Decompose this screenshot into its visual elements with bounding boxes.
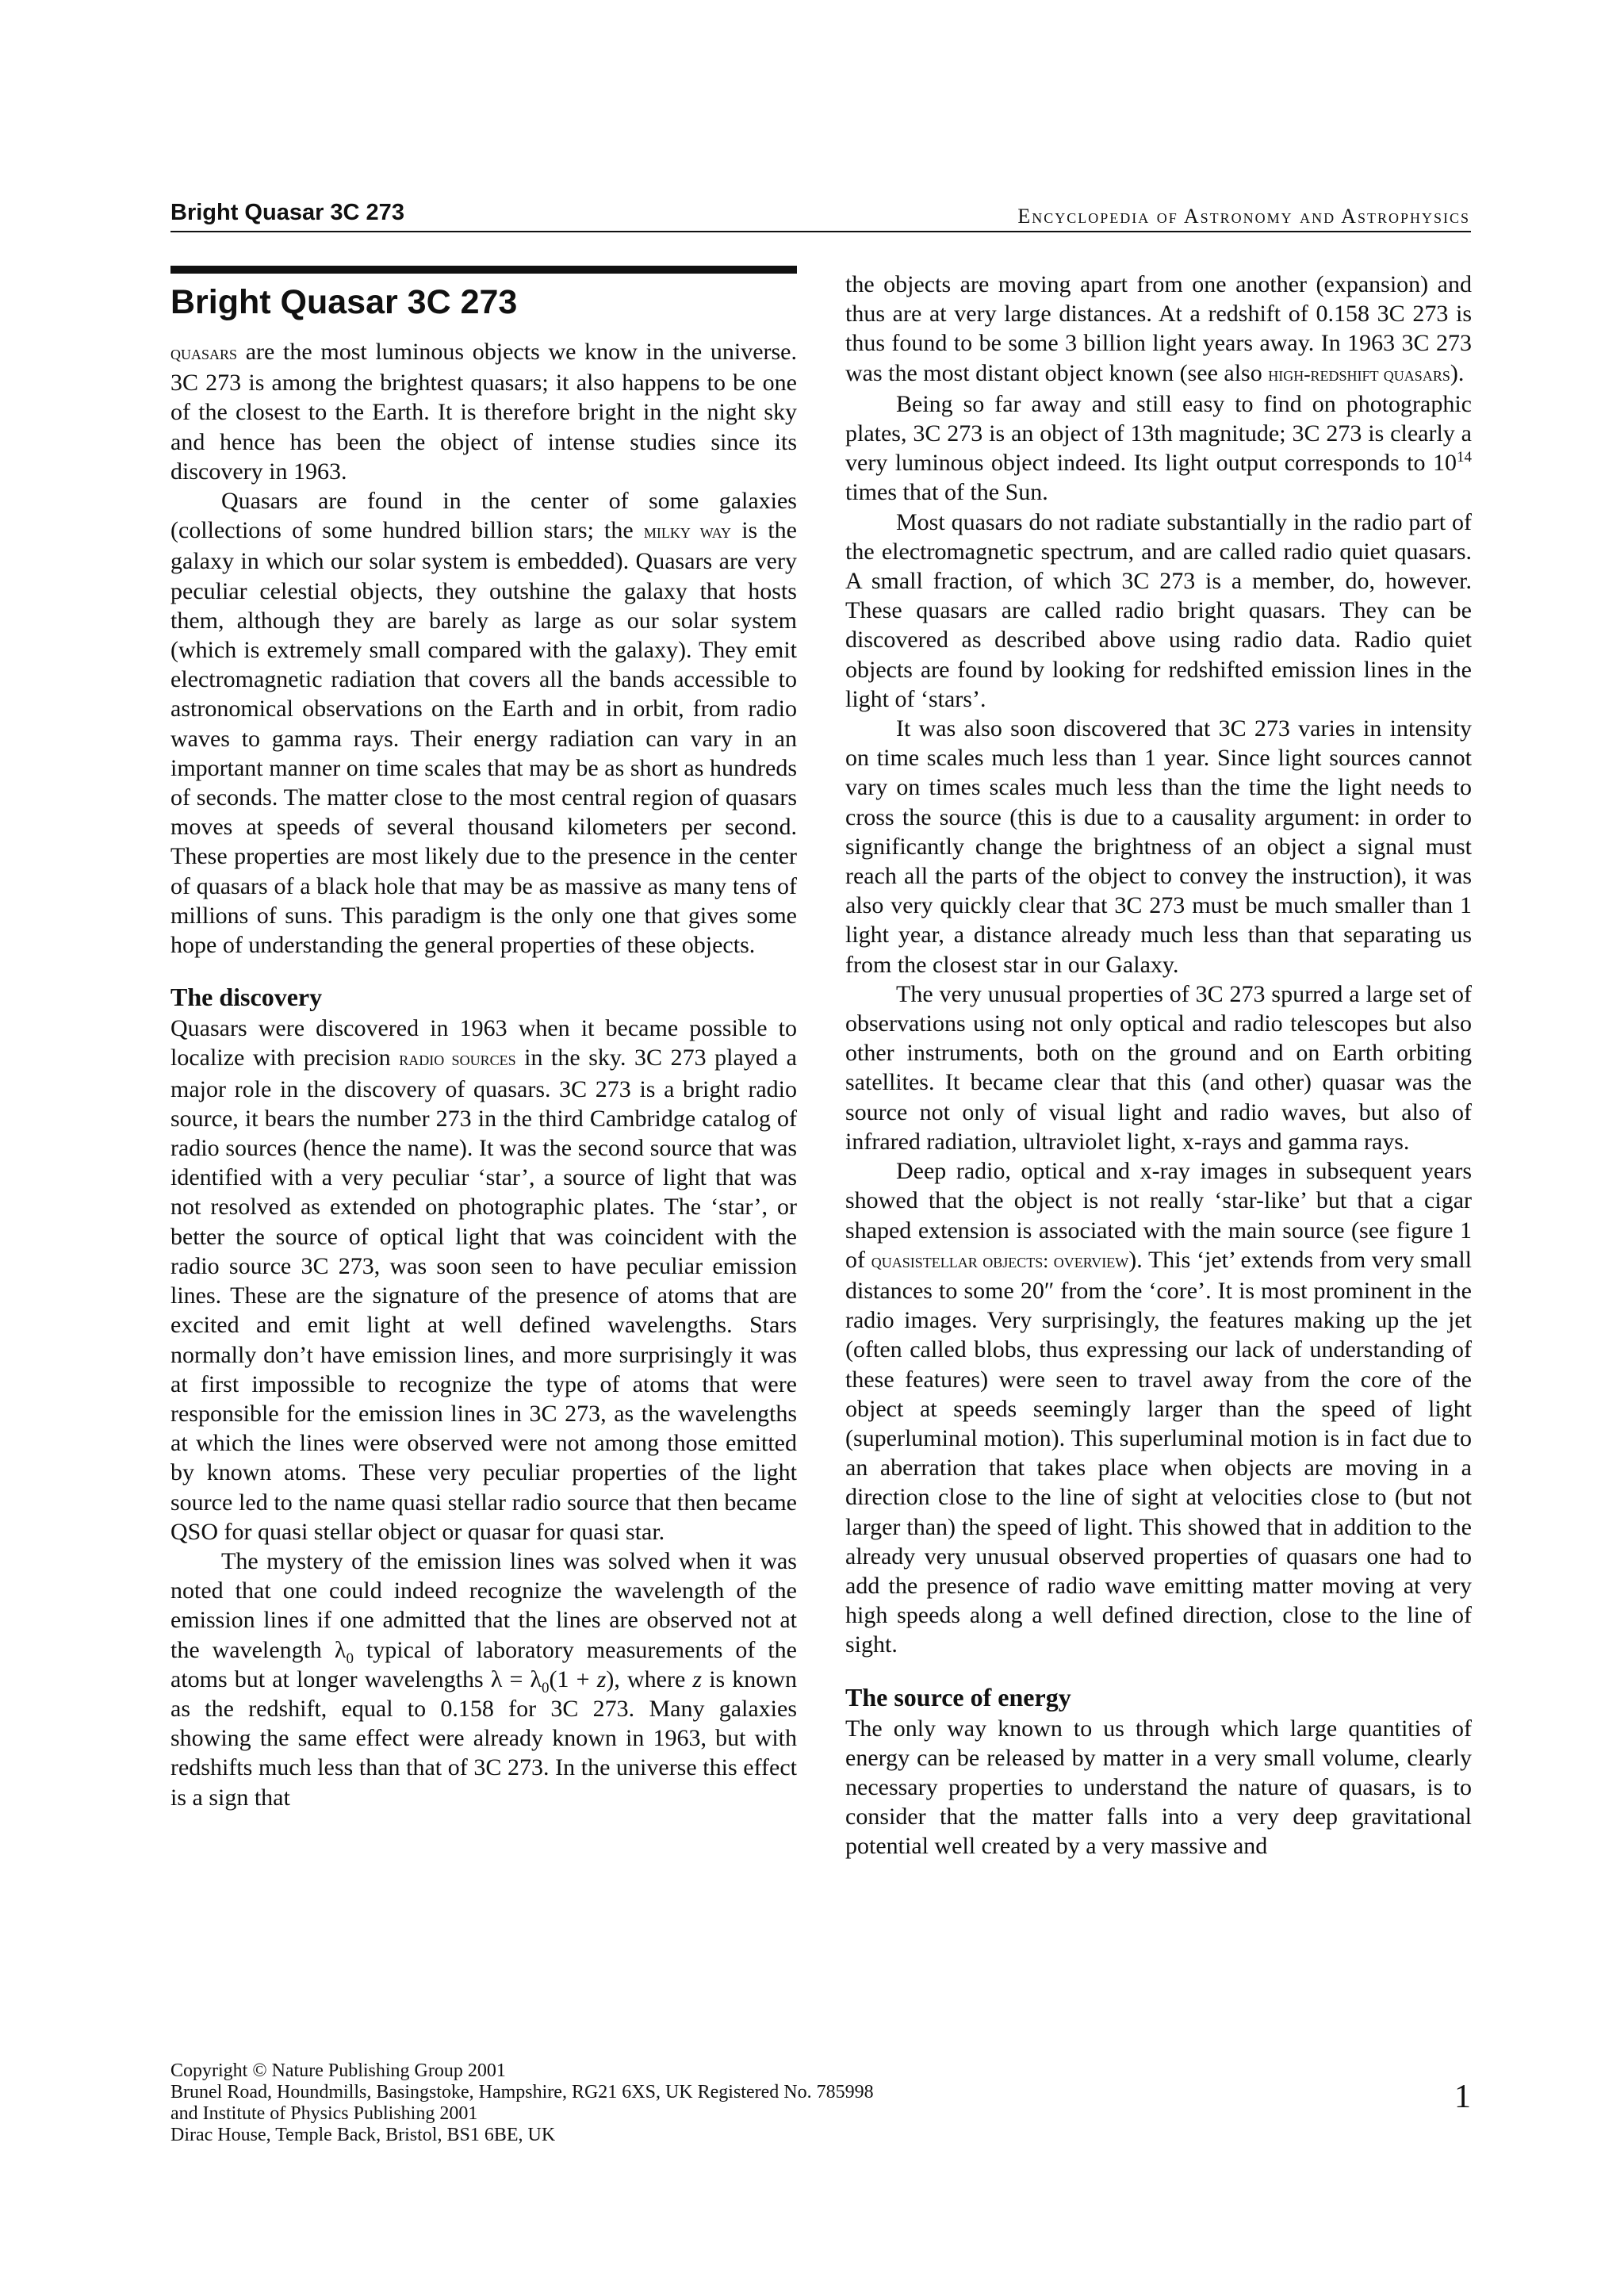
discovery-paragraph-2: The mystery of the emission lines was solved when it was noted that one could indeed recognize the wavelength of the emission lines if one admitted that the lines are observed not at the wavelength $\lambda_0$ typical of laboratory measurements of the atoms but at longer wavelengths $\lambda = \lambda_0(1 + z)$, where z is known as the redshift, equal to 0.158 for 3C 273. Many galaxies showing the same effect were already known in 1963, but with redshifts much less than that of 3C 273. In the universe this effect is a sign that	[170, 1547, 798, 1811]
left-column	[170, 266, 797, 1812]
running-head-title: Bright Quasar 3C 273	[170, 200, 404, 225]
quasars-link[interactable]: quasars	[170, 343, 238, 364]
footer-line: Brunel Road, Houndmills, Basingstoke, Hampshire, RG21 6XS, UK Registered No. 785998	[170, 2082, 874, 2102]
right-column	[845, 270, 1472, 1861]
quasistellar-objects-link[interactable]: quasistellar objects: overview	[871, 1250, 1129, 1272]
discovery-paragraph-7: The very unusual properties of 3C 273 spurred a large set of observations using not only optical and radio telescopes but also other instruments, both on the ground and on Earth orbiting satellites. It became clear that this (and other) quasar was the source not only of visual light and radio waves, but also of infrared radiation, ultraviolet light, x-rays and gamma rays.	[845, 980, 1472, 1155]
footer-line: Dirac House, Temple Back, Bristol, BS1 6BE, UK	[170, 2125, 556, 2145]
header-rule	[170, 231, 1471, 232]
section-heading-discovery: The discovery	[170, 983, 323, 1012]
running-head-publication: Encyclopedia of Astronomy and Astrophysics	[1017, 205, 1470, 228]
discovery-paragraph-4: Being so far away and still easy to find on photographic plates, 3C 273 is an object of 13th magnitude; 3C 273 is clearly a very luminous object indeed. Its light output corresponds to $10^{14}$ times that of the Sun.	[845, 390, 1472, 506]
copyright-footer	[170, 2060, 874, 2146]
intro-paragraph-2: Quasars are found in the center of some galaxies (collections of some hundred billion stars; the milky way is the galaxy in which our solar system is embedded). Quasars are very peculiar celestial objects, they outshine the galaxy that hosts them, although they are barely as large as our solar system (which is extremely small compared with the galaxy). They emit electromagnetic radiation that covers all the bands accessible to astronomical observations on the Earth and in orbit, from radio waves to gamma rays. Their energy radiation can vary in an important manner on time scales that may be as short as hundreds of seconds. The matter close to the most central region of quasars moves at speeds of several thousand kilometers per second. These properties are most likely due to the presence in the center of quasars of a black hole that may be as massive as many tens of millions of suns. This paradigm is the only one that gives some hope of understanding the general properties of these objects.	[170, 488, 797, 959]
discovery-paragraph-1: Quasars were discovered in 1963 when it became possible to localize with precision radio sources in the sky. 3C 273 played a major role in the discovery of quasars. 3C 273 is a bright radio source, it bears the number 273 in the third Cambridge catalog of radio sources (hence the name). It was the second source that was identified with a very peculiar ‘star’, a source of light that was not resolved as extended on photographic plates. The ‘star’, or better the source of optical light that was coincident with the radio source 3C 273, was soon seen to have peculiar emission lines. These are the signature of the presence of atoms that are excited and emit light at well defined wavelengths. Stars normally don’t have emission lines, and more surprisingly it was at first impossible to recognize the type of atoms that were responsible for the emission lines in 3C 273, as the wavelengths at which the lines were observed were not among those emitted by known atoms. These very peculiar properties of the light source led to the name quasi stellar radio source that then became QSO for quasi stellar object or quasar for quasi star.	[170, 1015, 797, 1545]
section-heading-energy: The source of energy	[845, 1682, 1071, 1711]
energy-paragraph-1: The only way known to us through which large quantities of energy can be released by matter in a very small volume, clearly necessary properties to understand the nature of quasars, is to consider that the matter falls into a very deep gravitational potential well created by a very massive and	[845, 1715, 1472, 1860]
high-redshift-quasars-link[interactable]: high-redshift quasars	[1268, 363, 1450, 385]
discovery-paragraph-5: Most quasars do not radiate substantially in the radio part of the electromagnetic spectrum, and are called radio quiet quasars. A small fraction, of which 3C 273 is a member, do, however. These quasars are called radio bright quasars. They can be discovered as described above using radio data. Radio quiet objects are found by looking for redshifted emission lines in the light of ‘stars’.	[845, 508, 1472, 712]
discovery-paragraph-8: Deep radio, optical and x-ray images in subsequent years showed that the object is not really ‘star-like’ but that a cigar shaped extension is associated with the main source (see figure 1 of quasistellar objects: overview). This ‘jet’ extends from very small distances to some 20″ from the ‘core’. It is most prominent in the radio images. Very surprisingly, the features making up the jet (often called blobs, thus expressing our lack of understanding of these features) were seen to travel away from the core of the object at speeds seemingly larger than the speed of light (superluminal motion). This superluminal motion is in fact due to an aberration that takes place when objects are moving in a direction close to the line of sight at velocities close to (but not larger than) the speed of light. This showed that in addition to the already very unusual observed properties of quasars one had to add the presence of radio wave emitting matter moving at very high speeds along a well defined direction, close to the line of sight.	[845, 1158, 1473, 1658]
milky-way-link[interactable]: milky way	[643, 521, 732, 543]
article-title: Bright Quasar 3C 273	[170, 283, 518, 321]
intro-paragraph-1: quasars are the most luminous objects we know in the universe. 3C 273 is among the brightest quasars; it also happens to be one of the closest to the Earth. It is therefore bright in the night sky and hence has been the object of intense studies since its discovery in 1963.	[170, 339, 797, 485]
discovery-paragraph-6: It was also soon discovered that 3C 273 varies in intensity on time scales much less than 1 year. Since light sources cannot vary on times scales much less than the time the light needs to cross the source (this is due to a causality argument: in order to significantly change the brightness of an object a signal must reach all the parts of the object to convey the instruction), it was also very quickly clear that 3C 273 must be much smaller than 1 light year, a distance already much less than that separating us from the closest star in our Galaxy.	[845, 715, 1472, 978]
discovery-paragraph-3: the objects are moving apart from one another (expansion) and thus are at very large distances. At a redshift of 0.158 3C 273 is thus found to be some 3 billion light years away. In 1963 3C 273 was the most distant object known (see also high-redshift quasars).	[845, 271, 1472, 386]
footer-line: Copyright © Nature Publishing Group 2001	[170, 2060, 506, 2081]
radio-sources-link[interactable]: radio sources	[399, 1048, 516, 1071]
title-rule	[170, 266, 797, 274]
footer-line: and Institute of Physics Publishing 2001	[170, 2103, 478, 2124]
page-number: 1	[1454, 2079, 1471, 2115]
